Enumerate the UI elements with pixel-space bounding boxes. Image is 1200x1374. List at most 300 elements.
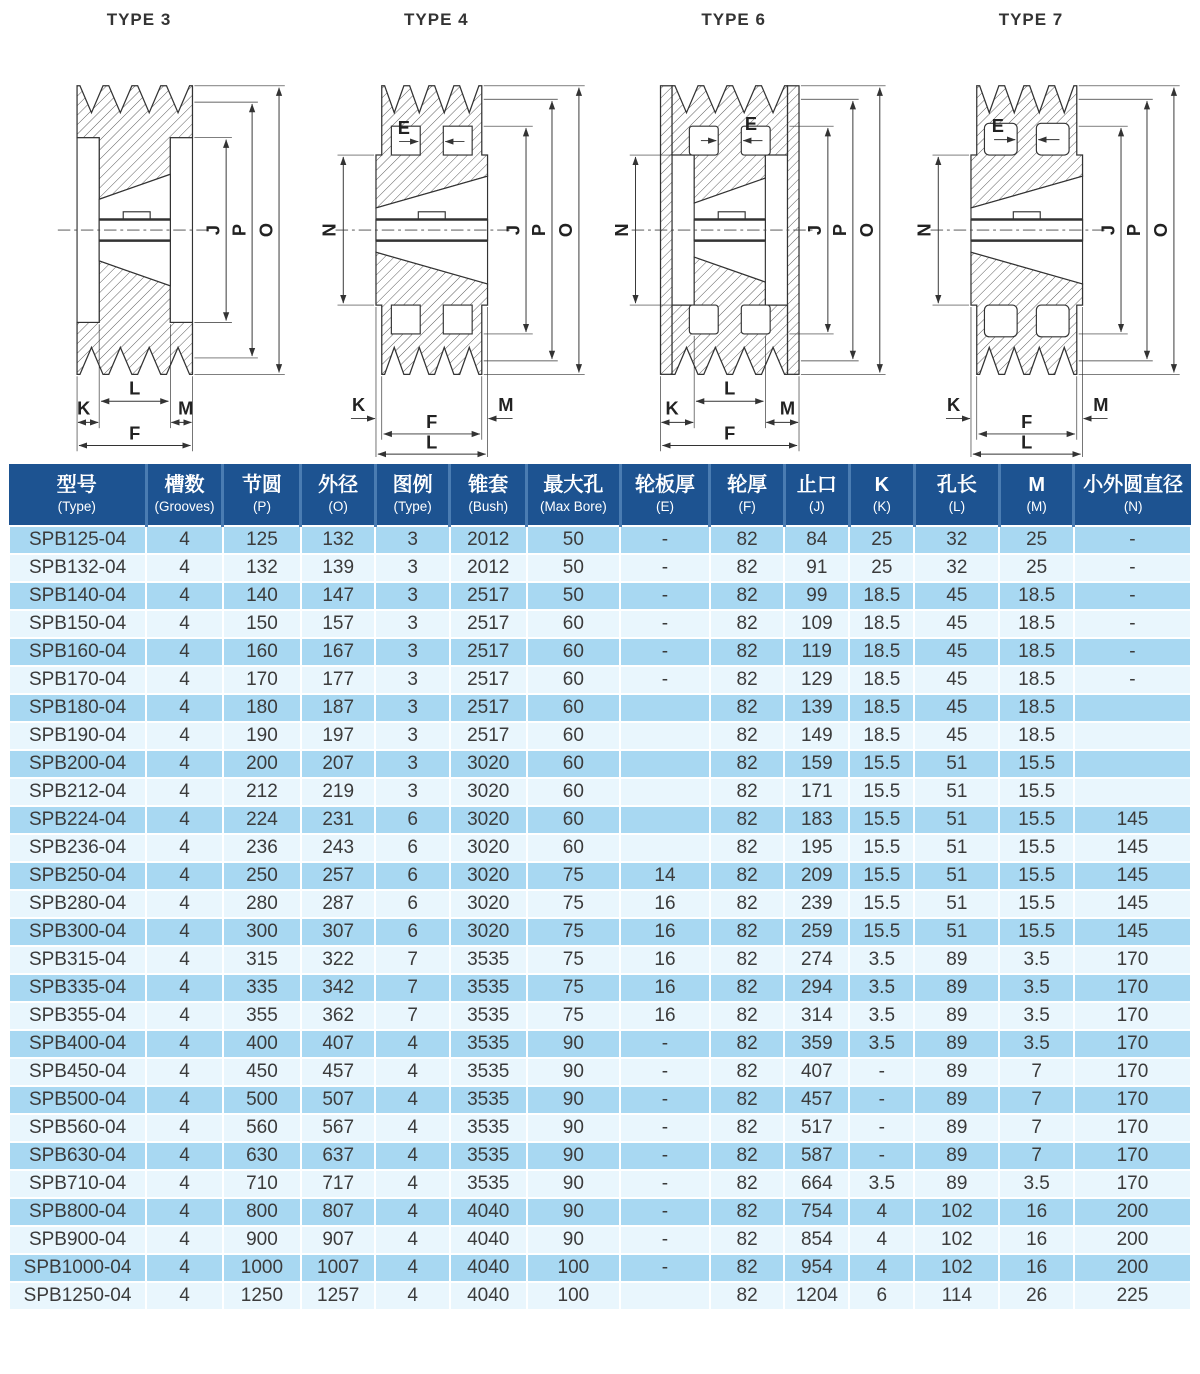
table-cell: -: [1074, 582, 1191, 610]
dim-label-l: L: [723, 377, 736, 399]
table-cell: 6: [375, 890, 449, 918]
table-cell: 4: [146, 946, 223, 974]
table-cell: 457: [784, 1086, 849, 1114]
table-cell: 3535: [450, 1058, 527, 1086]
table-cell: 3: [375, 526, 449, 554]
table-row: [9, 834, 1191, 862]
table-cell: 18.5: [999, 722, 1073, 750]
table-cell: 4: [146, 862, 223, 890]
table-cell: SPB224-04: [9, 806, 146, 834]
table-cell: 82: [710, 1002, 784, 1030]
table-cell: 407: [301, 1030, 375, 1058]
pulley-spec-table: [8, 464, 1192, 1311]
table-cell: 4: [375, 1030, 449, 1058]
table-cell: 1000: [223, 1254, 301, 1282]
table-cell: 212: [223, 778, 301, 806]
spec-table-section: [0, 464, 1200, 1311]
dim-label-k: K: [947, 393, 961, 415]
table-cell: 300: [223, 918, 301, 946]
table-cell: 45: [914, 666, 999, 694]
table-cell: -: [849, 1142, 914, 1170]
column-header-bush: 锥套 (Bush): [450, 464, 527, 526]
table-cell: 6: [375, 862, 449, 890]
table-cell: 4: [375, 1198, 449, 1226]
table-cell: 3.5: [999, 974, 1073, 1002]
table-cell: 717: [301, 1170, 375, 1198]
pulley-cross-section-type-4: [303, 30, 599, 458]
table-cell: 32: [914, 554, 999, 582]
table-cell: 100: [527, 1282, 620, 1310]
table-cell: -: [620, 1142, 710, 1170]
table-cell: 26: [999, 1282, 1073, 1310]
table-cell: 2012: [450, 526, 527, 554]
table-cell: 4: [146, 1282, 223, 1310]
dim-label-p: P: [228, 223, 250, 237]
column-header-figure-type: 图例 (Type): [375, 464, 449, 526]
table-cell: 82: [710, 638, 784, 666]
table-cell: 170: [1074, 1086, 1191, 1114]
table-cell: 60: [527, 834, 620, 862]
pulley-cross-section-type-3: [6, 30, 302, 458]
table-cell: 243: [301, 834, 375, 862]
table-cell: 145: [1074, 862, 1191, 890]
table-cell: SPB250-04: [9, 862, 146, 890]
table-cell: 91: [784, 554, 849, 582]
table-cell: 82: [710, 1114, 784, 1142]
table-cell: 89: [914, 1030, 999, 1058]
table-cell: 4: [375, 1170, 449, 1198]
table-row: [9, 946, 1191, 974]
table-cell: 4: [375, 1282, 449, 1310]
table-cell: 82: [710, 1086, 784, 1114]
table-cell: 239: [784, 890, 849, 918]
table-cell: 82: [710, 1030, 784, 1058]
table-cell: 60: [527, 694, 620, 722]
table-cell: 2517: [450, 582, 527, 610]
table-cell: SPB140-04: [9, 582, 146, 610]
table-cell: 109: [784, 610, 849, 638]
table-row: [9, 778, 1191, 806]
table-cell: -: [1074, 610, 1191, 638]
table-cell: 16: [999, 1254, 1073, 1282]
table-cell: 3535: [450, 1086, 527, 1114]
table-cell: 954: [784, 1254, 849, 1282]
table-cell: 200: [223, 750, 301, 778]
table-cell: 89: [914, 1002, 999, 1030]
table-cell: 25: [849, 554, 914, 582]
table-cell: 3020: [450, 778, 527, 806]
dim-label-f: F: [129, 422, 141, 444]
table-cell: 219: [301, 778, 375, 806]
table-cell: 75: [527, 918, 620, 946]
table-cell: SPB132-04: [9, 554, 146, 582]
table-cell: 3: [375, 610, 449, 638]
dim-label-f: F: [723, 422, 736, 444]
table-cell: 51: [914, 918, 999, 946]
table-cell: 4: [146, 1114, 223, 1142]
table-cell: 4: [375, 1226, 449, 1254]
table-cell: SPB1250-04: [9, 1282, 146, 1310]
table-cell: 89: [914, 1142, 999, 1170]
column-header-n: 小外圆直径 (N): [1074, 464, 1191, 526]
table-cell: 4: [146, 1226, 223, 1254]
table-cell: 200: [1074, 1226, 1191, 1254]
table-cell: 450: [223, 1058, 301, 1086]
table-cell: 100: [527, 1254, 620, 1282]
table-cell: 4: [849, 1198, 914, 1226]
table-cell: 7: [999, 1086, 1073, 1114]
table-row: [9, 1198, 1191, 1226]
table-cell: -: [620, 1170, 710, 1198]
table-cell: SPB450-04: [9, 1058, 146, 1086]
table-cell: 16: [620, 946, 710, 974]
table-cell: 82: [710, 778, 784, 806]
table-cell: 4040: [450, 1226, 527, 1254]
table-cell: 15.5: [849, 806, 914, 834]
table-cell: 4040: [450, 1254, 527, 1282]
table-cell: SPB190-04: [9, 722, 146, 750]
table-cell: -: [1074, 666, 1191, 694]
table-cell: 2517: [450, 610, 527, 638]
table-cell: 82: [710, 1282, 784, 1310]
table-cell: SPB150-04: [9, 610, 146, 638]
table-cell: 710: [223, 1170, 301, 1198]
table-cell: 82: [710, 946, 784, 974]
table-cell: 89: [914, 1170, 999, 1198]
table-cell: 1007: [301, 1254, 375, 1282]
table-cell: -: [620, 610, 710, 638]
column-header-pitch: 节圆 (P): [223, 464, 301, 526]
table-cell: -: [620, 1114, 710, 1142]
table-cell: 3: [375, 582, 449, 610]
table-cell: 3535: [450, 946, 527, 974]
table-cell: 119: [784, 638, 849, 666]
table-cell: SPB170-04: [9, 666, 146, 694]
table-cell: 102: [914, 1226, 999, 1254]
dim-label-e: E: [744, 113, 757, 135]
table-cell: 15.5: [849, 834, 914, 862]
table-cell: SPB355-04: [9, 1002, 146, 1030]
table-cell: 18.5: [849, 694, 914, 722]
table-cell: 15.5: [849, 890, 914, 918]
table-cell: 75: [527, 974, 620, 1002]
column-header-j: 止口 (J): [784, 464, 849, 526]
table-cell: 274: [784, 946, 849, 974]
table-cell: 15.5: [999, 834, 1073, 862]
table-cell: 170: [1074, 1058, 1191, 1086]
table-cell: 2517: [450, 638, 527, 666]
table-cell: 18.5: [849, 582, 914, 610]
table-cell: 25: [849, 526, 914, 554]
dim-label-l: L: [129, 377, 141, 399]
table-cell: 15.5: [999, 862, 1073, 890]
table-cell: 60: [527, 806, 620, 834]
dim-label-m: M: [1093, 393, 1109, 415]
table-cell: 225: [1074, 1282, 1191, 1310]
table-cell: [620, 694, 710, 722]
table-cell: SPB500-04: [9, 1086, 146, 1114]
table-cell: 1257: [301, 1282, 375, 1310]
table-cell: 407: [784, 1058, 849, 1086]
dim-label-n: N: [610, 223, 632, 237]
table-row: [9, 918, 1191, 946]
table-cell: 51: [914, 778, 999, 806]
table-cell: 6: [375, 918, 449, 946]
table-cell: [620, 750, 710, 778]
table-cell: 15.5: [849, 778, 914, 806]
column-header-f: 轮厚 (F): [710, 464, 784, 526]
table-cell: 170: [1074, 1002, 1191, 1030]
table-cell: SPB1000-04: [9, 1254, 146, 1282]
table-cell: -: [1074, 554, 1191, 582]
table-cell: 900: [223, 1226, 301, 1254]
table-cell: 4: [146, 834, 223, 862]
table-cell: -: [620, 638, 710, 666]
table-cell: -: [620, 1254, 710, 1282]
table-cell: 209: [784, 862, 849, 890]
dim-label-m: M: [498, 393, 514, 415]
table-row: [9, 554, 1191, 582]
table-cell: 75: [527, 946, 620, 974]
table-cell: 4040: [450, 1282, 527, 1310]
table-cell: 294: [784, 974, 849, 1002]
drawing-title-type-7: TYPE 7: [998, 10, 1064, 29]
table-cell: 90: [527, 1086, 620, 1114]
table-cell: [620, 722, 710, 750]
table-cell: 89: [914, 1058, 999, 1086]
table-cell: 60: [527, 666, 620, 694]
table-cell: 3: [375, 666, 449, 694]
table-cell: 32: [914, 526, 999, 554]
table-cell: 637: [301, 1142, 375, 1170]
table-cell: 1250: [223, 1282, 301, 1310]
table-cell: 4: [146, 582, 223, 610]
column-header-e: 轮板厚 (E): [620, 464, 710, 526]
table-cell: SPB236-04: [9, 834, 146, 862]
dim-label-o: O: [555, 222, 577, 238]
table-cell: 2517: [450, 694, 527, 722]
table-cell: 159: [784, 750, 849, 778]
table-cell: 587: [784, 1142, 849, 1170]
table-cell: SPB200-04: [9, 750, 146, 778]
table-cell: 50: [527, 526, 620, 554]
table-row: [9, 722, 1191, 750]
table-cell: 82: [710, 722, 784, 750]
table-cell: 15.5: [849, 750, 914, 778]
table-cell: 567: [301, 1114, 375, 1142]
table-cell: 4: [146, 1030, 223, 1058]
table-cell: 82: [710, 974, 784, 1002]
table-cell: 754: [784, 1198, 849, 1226]
table-cell: 3.5: [849, 1030, 914, 1058]
dim-label-j: J: [803, 224, 825, 236]
column-header-m: M (M): [999, 464, 1073, 526]
table-cell: 7: [999, 1058, 1073, 1086]
table-cell: 3.5: [999, 1030, 1073, 1058]
table-cell: 82: [710, 862, 784, 890]
table-cell: SPB900-04: [9, 1226, 146, 1254]
table-cell: 90: [527, 1170, 620, 1198]
drawing-title-type-6: TYPE 6: [701, 10, 766, 29]
table-cell: -: [1074, 526, 1191, 554]
technical-drawings-strip: [0, 0, 1200, 458]
table-cell: [1074, 778, 1191, 806]
dim-label-f: F: [1021, 411, 1033, 433]
table-cell: SPB180-04: [9, 694, 146, 722]
table-cell: 45: [914, 722, 999, 750]
table-cell: 16: [620, 890, 710, 918]
table-cell: 3.5: [999, 1170, 1073, 1198]
table-cell: 4: [146, 1142, 223, 1170]
table-cell: 75: [527, 862, 620, 890]
table-cell: 51: [914, 862, 999, 890]
table-cell: 16: [620, 974, 710, 1002]
table-cell: 3: [375, 778, 449, 806]
table-cell: 187: [301, 694, 375, 722]
drawing-type-6: [601, 8, 897, 458]
table-cell: -: [620, 582, 710, 610]
table-cell: 90: [527, 1142, 620, 1170]
table-cell: 45: [914, 582, 999, 610]
table-cell: 60: [527, 778, 620, 806]
table-cell: 4: [146, 1198, 223, 1226]
dim-label-l: L: [426, 431, 438, 453]
table-cell: 7: [999, 1142, 1073, 1170]
table-cell: 18.5: [849, 666, 914, 694]
table-row: [9, 974, 1191, 1002]
table-cell: 82: [710, 1254, 784, 1282]
table-cell: 140: [223, 582, 301, 610]
table-cell: 2012: [450, 554, 527, 582]
table-cell: 4: [375, 1254, 449, 1282]
table-cell: [1074, 722, 1191, 750]
table-cell: 60: [527, 638, 620, 666]
table-cell: [620, 834, 710, 862]
table-cell: 4: [146, 1058, 223, 1086]
table-cell: 322: [301, 946, 375, 974]
table-cell: 3020: [450, 750, 527, 778]
table-cell: 16: [999, 1198, 1073, 1226]
table-cell: 132: [223, 554, 301, 582]
table-cell: 231: [301, 806, 375, 834]
table-cell: SPB560-04: [9, 1114, 146, 1142]
table-cell: 4: [146, 1002, 223, 1030]
column-header-outer-dia: 外径 (O): [301, 464, 375, 526]
table-cell: 7: [375, 1002, 449, 1030]
table-cell: -: [849, 1058, 914, 1086]
table-cell: 15.5: [999, 890, 1073, 918]
table-cell: 4: [146, 1086, 223, 1114]
table-cell: 82: [710, 610, 784, 638]
table-cell: 145: [1074, 918, 1191, 946]
table-cell: 200: [1074, 1198, 1191, 1226]
table-cell: 89: [914, 946, 999, 974]
table-cell: 6: [849, 1282, 914, 1310]
table-cell: 145: [1074, 806, 1191, 834]
table-cell: 82: [710, 694, 784, 722]
table-cell: 4: [146, 806, 223, 834]
table-cell: 197: [301, 722, 375, 750]
table-cell: -: [620, 1198, 710, 1226]
table-cell: 2517: [450, 666, 527, 694]
table-cell: 224: [223, 806, 301, 834]
table-cell: 82: [710, 526, 784, 554]
table-cell: 3.5: [849, 1170, 914, 1198]
table-cell: -: [620, 1086, 710, 1114]
table-cell: 18.5: [999, 582, 1073, 610]
table-cell: 50: [527, 582, 620, 610]
table-cell: 15.5: [999, 750, 1073, 778]
table-row: [9, 1254, 1191, 1282]
table-cell: 82: [710, 1058, 784, 1086]
table-cell: 60: [527, 750, 620, 778]
table-header: [9, 464, 1191, 526]
table-cell: 3: [375, 750, 449, 778]
table-cell: 4: [146, 1170, 223, 1198]
table-cell: 307: [301, 918, 375, 946]
table-row: [9, 1282, 1191, 1310]
table-cell: 3535: [450, 1002, 527, 1030]
table-cell: 102: [914, 1198, 999, 1226]
table-cell: 4: [146, 974, 223, 1002]
table-row: [9, 1226, 1191, 1254]
table-cell: 75: [527, 890, 620, 918]
table-cell: 51: [914, 890, 999, 918]
table-cell: 280: [223, 890, 301, 918]
table-cell: 4: [146, 610, 223, 638]
table-cell: 170: [1074, 1030, 1191, 1058]
table-row: [9, 1142, 1191, 1170]
table-cell: 6: [375, 806, 449, 834]
table-cell: 15.5: [999, 806, 1073, 834]
table-cell: 3: [375, 638, 449, 666]
table-cell: 664: [784, 1170, 849, 1198]
table-row: [9, 862, 1191, 890]
table-cell: 342: [301, 974, 375, 1002]
column-header-l: 孔长 (L): [914, 464, 999, 526]
table-cell: 4: [375, 1142, 449, 1170]
drawing-type-3: [6, 8, 302, 458]
table-cell: 907: [301, 1226, 375, 1254]
dim-label-o: O: [855, 222, 877, 238]
table-cell: 4: [146, 638, 223, 666]
table-cell: 167: [301, 638, 375, 666]
table-cell: 517: [784, 1114, 849, 1142]
dim-label-o: O: [1150, 222, 1172, 238]
table-cell: 3535: [450, 974, 527, 1002]
table-cell: -: [1074, 638, 1191, 666]
table-cell: SPB400-04: [9, 1030, 146, 1058]
table-cell: 132: [301, 526, 375, 554]
table-row: [9, 1086, 1191, 1114]
table-cell: 207: [301, 750, 375, 778]
table-cell: SPB800-04: [9, 1198, 146, 1226]
pulley-cross-section-type-6: [601, 30, 897, 458]
table-cell: -: [620, 1030, 710, 1058]
table-cell: -: [620, 1058, 710, 1086]
table-row: [9, 526, 1191, 554]
table-cell: 180: [223, 694, 301, 722]
table-cell: 195: [784, 834, 849, 862]
table-cell: 114: [914, 1282, 999, 1310]
table-cell: 139: [301, 554, 375, 582]
table-cell: SPB710-04: [9, 1170, 146, 1198]
table-cell: 507: [301, 1086, 375, 1114]
table-cell: 45: [914, 638, 999, 666]
table-cell: 170: [223, 666, 301, 694]
table-cell: 15.5: [999, 778, 1073, 806]
table-cell: 4: [146, 1254, 223, 1282]
